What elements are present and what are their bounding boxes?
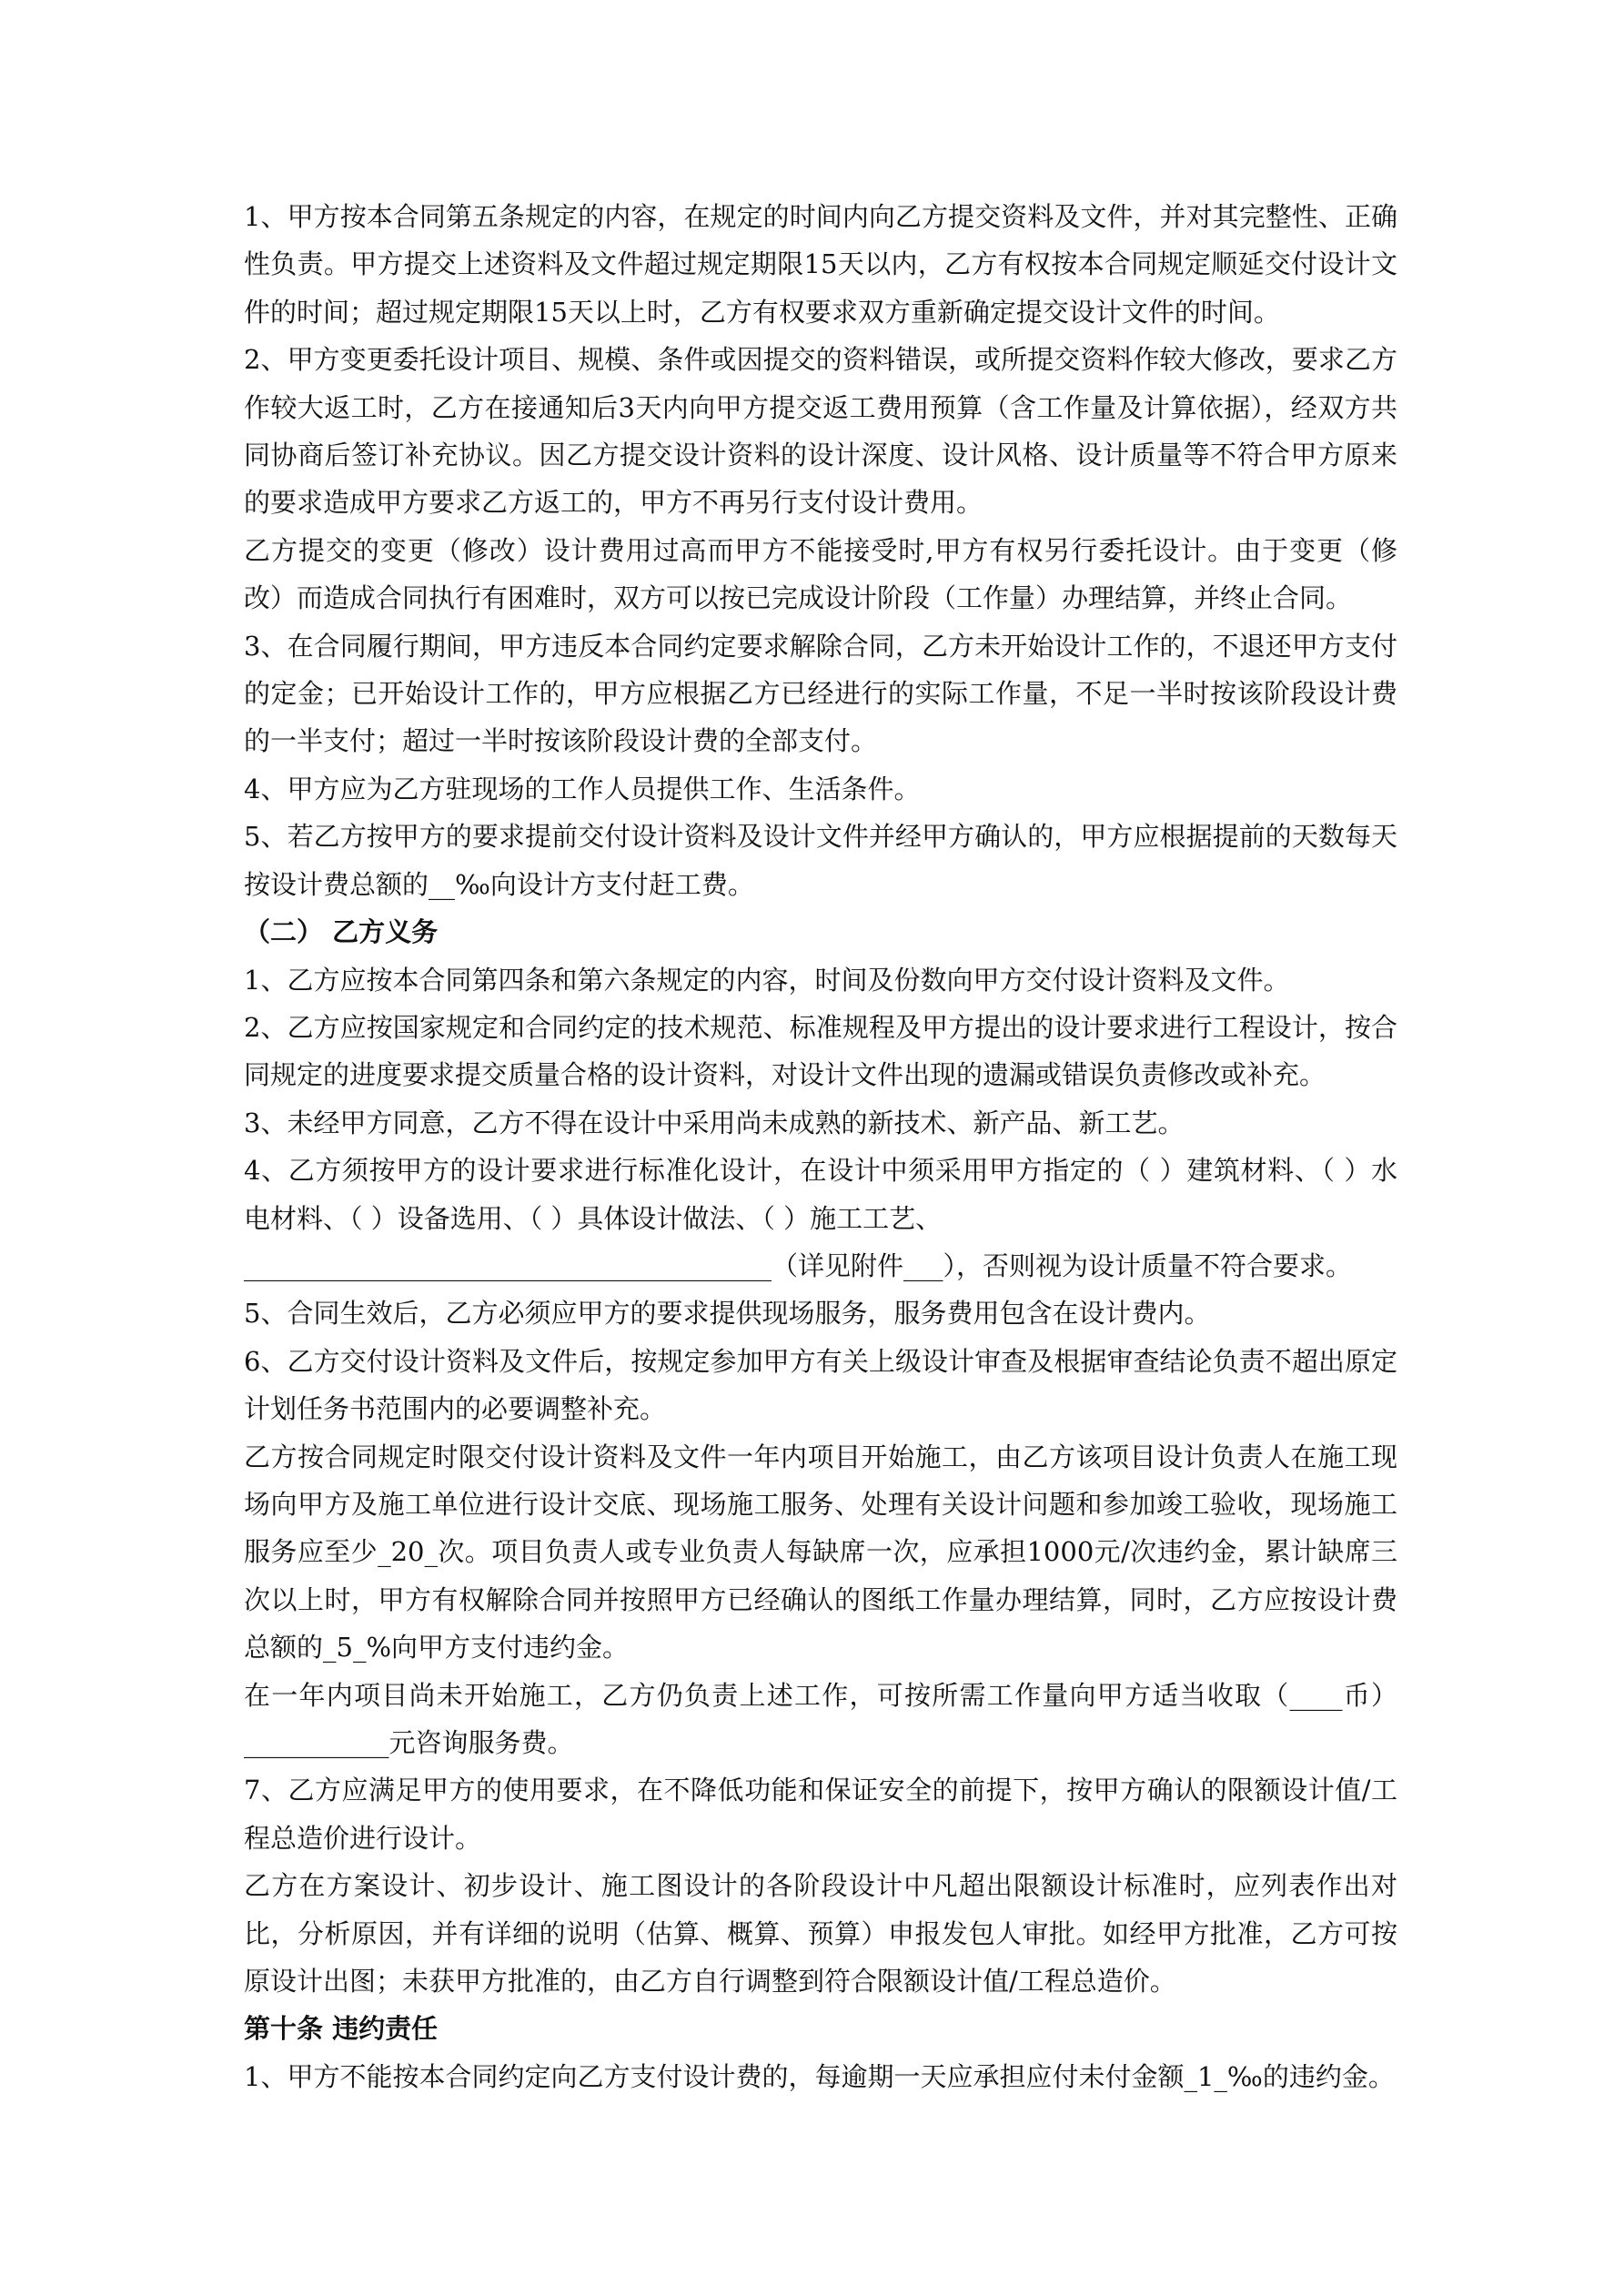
clause-paragraph: 乙方提交的变更（修改）设计费用过高而甲方不能接受时,甲方有权另行委托设计。由于变更（修改）而造成合同执行有困难时，双方可以按已完成设计阶段（工作量）办理结算，并终止合同。 bbox=[244, 534, 1397, 614]
clause-paragraph: 2、甲方变更委托设计项目、规模、条件或因提交的资料错误，或所提交资料作较大修改，要求乙方作较大返工时，乙方在接通知后3天内向甲方提交返工费用预算（含工作量及计算依据），经双方共同协商后签订补充协议。因乙方提交设计资料的设计深度、设计风格、设计质量等不符合甲方原来的要求造成甲方要求乙方返工的，甲方不再另行支付设计费用。 bbox=[244, 344, 1397, 519]
clause-paragraph: 在一年内项目尚未开始施工，乙方仍负责上述工作，可按所需工作量向甲方适当收取（____币）___________元咨询服务费。 bbox=[244, 1679, 1397, 1758]
article-heading: 第十条 违约责任 bbox=[244, 2013, 439, 2045]
clause-paragraph: 2、乙方应按国家规定和合同约定的技术规范、标准规程及甲方提出的设计要求进行工程设计，按合同规定的进度要求提交质量合格的设计资料，对设计文件出现的遗漏或错误负责修改或补充。 bbox=[244, 1011, 1397, 1091]
clause-paragraph: 4、甲方应为乙方驻现场的工作人员提供工作、生活条件。 bbox=[244, 773, 921, 804]
clause-paragraph: 3、未经甲方同意，乙方不得在设计中采用尚未成熟的新技术、新产品、新工艺。 bbox=[244, 1107, 1185, 1138]
clause-paragraph: 1、甲方按本合同第五条规定的内容，在规定的时间内向乙方提交资料及文件，并对其完整性、正确性负责。甲方提交上述资料及文件超过规定期限15天以内，乙方有权按本合同规定顺延交付设计文件的时间；超过规定期限15天以上时，乙方有权要求双方重新确定提交设计文件的时间。 bbox=[244, 201, 1397, 328]
clause-paragraph: 乙方按合同规定时限交付设计资料及文件一年内项目开始施工，由乙方该项目设计负责人在施工现场向甲方及施工单位进行设计交底、现场施工服务、处理有关设计问题和参加竣工验收，现场施工服务应至少_20_次。项目负责人或专业负责人每缺席一次，应承担1000元/次违约金，累计缺席三次以上时，甲方有权解除合同并按照甲方已经确认的图纸工作量办理结算，同时，乙方应按设计费总额的_5_%向甲方支付违约金。 bbox=[244, 1441, 1397, 1664]
clause-paragraph: 1、乙方应按本合同第四条和第六条规定的内容，时间及份数向甲方交付设计资料及文件。 bbox=[244, 964, 1290, 996]
contract-body bbox=[244, 193, 1397, 2100]
clause-paragraph: 乙方在方案设计、初步设计、施工图设计的各阶段设计中凡超出限额设计标准时，应列表作出对比，分析原因，并有详细的说明（估算、概算、预算）申报发包人审批。如经甲方批准，乙方可按原设计出图；未获甲方批准的，由乙方自行调整到符合限额设计值/工程总造价。 bbox=[244, 1870, 1397, 1998]
clause-paragraph: 5、若乙方按甲方的要求提前交付设计资料及设计文件并经甲方确认的，甲方应根据提前的天数每天按设计费总额的__‰向设计方支付赶工费。 bbox=[244, 821, 1397, 900]
clause-paragraph: ________________________________________（详见附件___），否则视为设计质量不符合要求。 bbox=[244, 1249, 1353, 1281]
clause-paragraph: 7、乙方应满足甲方的使用要求，在不降低功能和保证安全的前提下，按甲方确认的限额设计值/工程总造价进行设计。 bbox=[244, 1775, 1397, 1854]
clause-paragraph: 6、乙方交付设计资料及文件后，按规定参加甲方有关上级设计审查及根据审查结论负责不超出原定计划任务书范围内的必要调整补充。 bbox=[244, 1345, 1397, 1425]
clause-paragraph: 1、甲方不能按本合同约定向乙方支付设计费的，每逾期一天应承担应付未付金额_1_‰的违约金。 bbox=[244, 2060, 1395, 2092]
section-heading: （二） 乙方义务 bbox=[244, 916, 439, 948]
clause-paragraph: 5、合同生效后，乙方必须应甲方的要求提供现场服务，服务费用包含在设计费内。 bbox=[244, 1298, 1211, 1330]
clause-paragraph: 4、乙方须按甲方的设计要求进行标准化设计，在设计中须采用甲方指定的（ ）建筑材料、（ ）水电材料、（ ）设备选用、（ ）具体设计做法、（ ）施工工艺、 bbox=[244, 1155, 1397, 1234]
clause-paragraph: 3、在合同履行期间，甲方违反本合同约定要求解除合同，乙方未开始设计工作的，不退还甲方支付的定金；已开始设计工作的，甲方应根据乙方已经进行的实际工作量，不足一半时按该阶段设计费的一半支付；超过一半时按该阶段设计费的全部支付。 bbox=[244, 630, 1397, 757]
